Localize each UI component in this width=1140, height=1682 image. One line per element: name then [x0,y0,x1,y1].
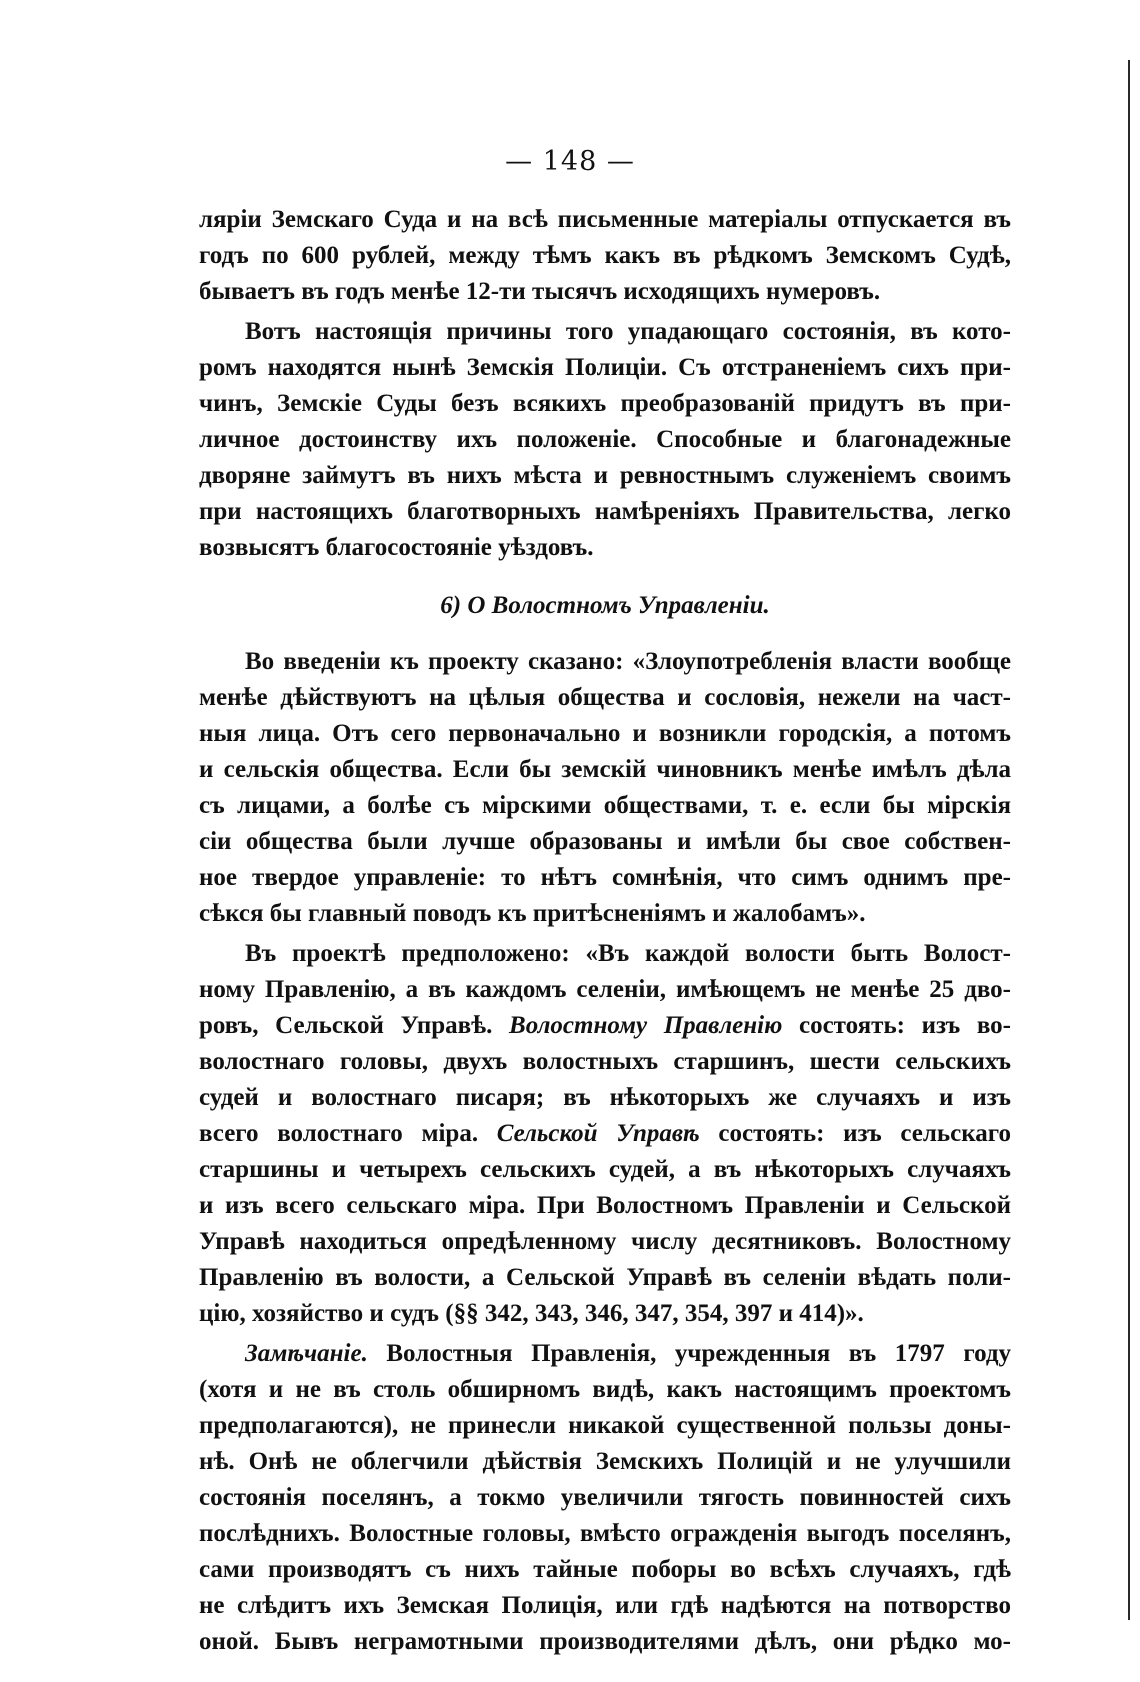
text-line: бываетъ въ годъ менѣе 12-ти тысячъ исходящихъ нумеровъ. [199,278,881,305]
text-line [199,1116,1011,1152]
paragraph-3 [199,644,1011,932]
text-run: Волостныя Правленія, учрежденныя въ 1797 году [367,1340,1011,1367]
text-line: дворяне займутъ въ нихъ мѣста и ревностнымъ служеніемъ своимъ [199,462,1011,489]
text-line: ромъ находятся нынѣ Земскія Полиціи. Съ отстраненіемъ сихъ при- [199,354,1011,381]
text-line: Во введеніи къ проекту сказано: «Злоупотребленія власти вообще [245,648,1011,675]
text-line: цію, хозяйство и судъ (§§ 342, 343, 346, 347, 354, 397 и 414)». [199,1300,864,1327]
text-line: послѣднихъ. Волостные головы, вмѣсто огражденія выгодъ поселянъ, [199,1520,1011,1547]
page-body [199,202,1011,1660]
text-line [199,1008,1011,1044]
text-line: Правленію въ волости, а Сельской Управѣ въ селеніи вѣдать поли- [199,1264,1011,1291]
text-run: состоять: изъ во- [782,1012,1011,1039]
text-line: предполагаются), не принесли никакой существенной пользы доны- [199,1412,1011,1439]
paragraph-5 [199,1336,1011,1660]
text-line: Въ проектѣ предположено: «Въ каждой волости быть Волост- [245,940,1011,967]
text-run: состоять: изъ сельскаго [699,1120,1012,1147]
scan-edge-line [1128,60,1130,1620]
paragraph-4 [199,936,1011,1332]
text-line: сами производятъ съ нихъ тайные поборы во всѣхъ случаяхъ, гдѣ [199,1556,1011,1583]
page-number: — 148 — [505,146,635,177]
text-line: волостнаго головы, двухъ волостныхъ старшинъ, шести сельскихъ [199,1048,1011,1075]
text-line [199,1336,1011,1372]
text-run: всего волостнаго міра. [199,1120,497,1147]
text-line: съ лицами, а болѣе съ мірскими обществами, т. е. если бы мірскія [199,792,1011,819]
italic-term: Замѣчаніе. [245,1340,368,1367]
text-line: судей и волостнаго писаря; въ нѣкоторыхъ же случаяхъ и изъ [199,1084,1011,1111]
text-line: годъ по 600 рублей, между тѣмъ какъ въ рѣдкомъ Земскомъ Судѣ, [199,242,1011,269]
section-heading: 6) О Волостномъ Управленіи. [440,592,770,619]
paragraph-2 [199,314,1011,566]
text-line: ляріи Земскаго Суда и на всѣ письменные матеріалы отпускается въ [199,206,1011,233]
text-line: и изъ всего сельскаго міра. При Волостномъ Правленіи и Сельской [199,1192,1011,1219]
text-line: личное достоинству ихъ положеніе. Способные и благонадежные [199,426,1011,453]
paragraph-1 [199,202,1011,310]
text-line: чинъ, Земскіе Суды безъ всякихъ преобразованій придутъ въ при- [199,390,1011,417]
text-line: сіи общества были лучше образованы и имѣли бы свое собствен- [199,828,1011,855]
text-line: при настоящихъ благотворныхъ намѣреніяхъ Правительства, легко [199,498,1011,525]
text-line: ное твердое управленіе: то нѣтъ сомнѣнія, что симъ однимъ пре- [199,864,1011,891]
text-line: нѣ. Онѣ не облегчили дѣйствія Земскихъ Полицій и не улучшили [199,1448,1011,1475]
text-line: состоянія поселянъ, а токмо увеличили тягость повинностей сихъ [199,1484,1011,1511]
italic-term: Сельской Управѣ [496,1120,700,1147]
text-line: не слѣдитъ ихъ Земская Полиція, или гдѣ надѣются на потворство [199,1592,1011,1619]
text-line: ному Правленію, а въ каждомъ селеніи, имѣющемъ не менѣе 25 дво- [199,976,1011,1003]
text-line: оной. Бывъ неграмотными производителями дѣлъ, они рѣдко мо- [199,1628,1011,1655]
text-line: ныя лица. Отъ сего первоначально и возникли городскія, а потомъ [199,720,1011,747]
text-line: старшины и четырехъ сельскихъ судей, а въ нѣкоторыхъ случаяхъ [199,1156,1011,1183]
text-line: Управѣ находиться опредѣленному числу десятниковъ. Волостному [199,1228,1011,1255]
text-line: Вотъ настоящія причины того упадающаго состоянія, въ кото- [245,318,1011,345]
italic-term: Волостному Правленію [509,1012,783,1039]
text-run: ровъ, Сельской Управѣ. [199,1012,510,1039]
text-line: и сельскія общества. Если бы земскій чиновникъ менѣе имѣлъ дѣла [199,756,1011,783]
text-line: менѣе дѣйствуютъ на цѣлыя общества и сословія, нежели на част- [199,684,1011,711]
text-line: сѣкся бы главный поводъ къ притѣсненіямъ и жалобамъ». [199,900,866,927]
text-line: возвысятъ благосостояніе уѣздовъ. [199,534,594,561]
text-line: (хотя и не въ столь обширномъ видѣ, какъ настоящимъ проектомъ [199,1376,1011,1403]
